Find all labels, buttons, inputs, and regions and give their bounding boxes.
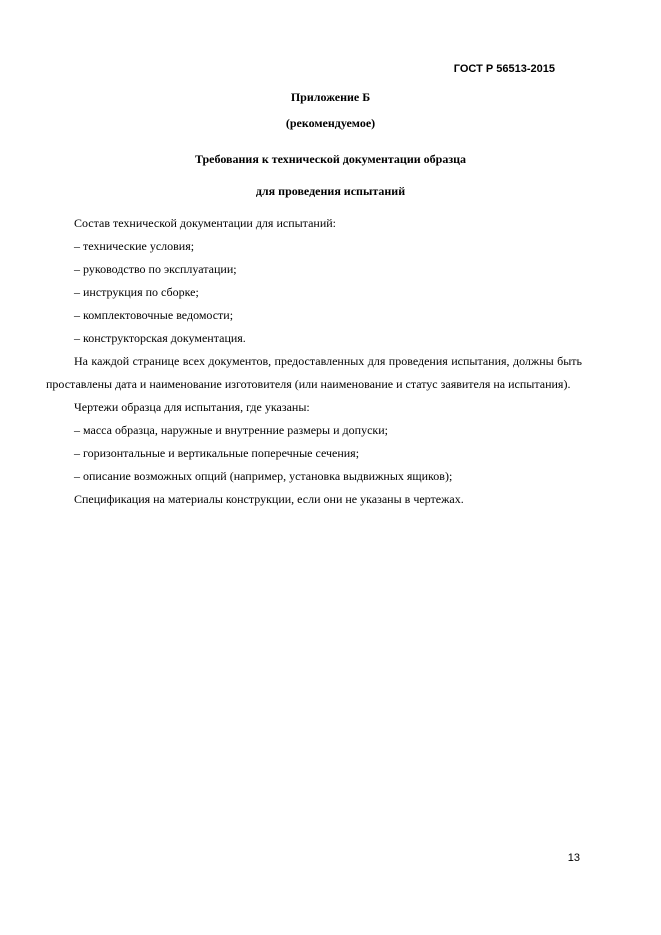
paragraph: Спецификация на материалы конструкции, если они не указаны в чертежах. <box>74 492 464 506</box>
appendix-status: (рекомендуемое) <box>285 116 376 130</box>
paragraph: На каждой странице всех документов, предоставленных для проведения испытания, должны быть проставлены дата и наименование изготовителя (или наименование и статус заявителя на испытания). <box>46 354 582 391</box>
list-item: – описание возможных опций (например, установка выдвижных ящиков); <box>74 469 453 483</box>
list-item: – масса образца, наружные и внутренние размеры и допуски; <box>74 423 388 437</box>
document-code: ГОСТ Р 56513-2015 <box>453 63 555 75</box>
paragraph: Чертежи образца для испытания, где указаны: <box>74 400 310 414</box>
paragraph: Состав технической документации для испытаний: <box>74 216 336 230</box>
appendix-title: Приложение Б <box>290 90 371 104</box>
section-title-line-1: Требования к технической документации образца <box>194 152 467 166</box>
list-item: – технические условия; <box>74 239 195 253</box>
section-title-line-2: для проведения испытаний <box>255 184 406 198</box>
list-item: – горизонтальные и вертикальные поперечные сечения; <box>74 446 360 460</box>
body-text <box>46 212 582 511</box>
page-number: 13 <box>567 852 580 864</box>
list-item: – инструкция по сборке; <box>74 285 199 299</box>
list-item: – конструкторская документация. <box>74 331 246 345</box>
list-item: – руководство по эксплуатации; <box>74 262 237 276</box>
list-item: – комплектовочные ведомости; <box>74 308 234 322</box>
